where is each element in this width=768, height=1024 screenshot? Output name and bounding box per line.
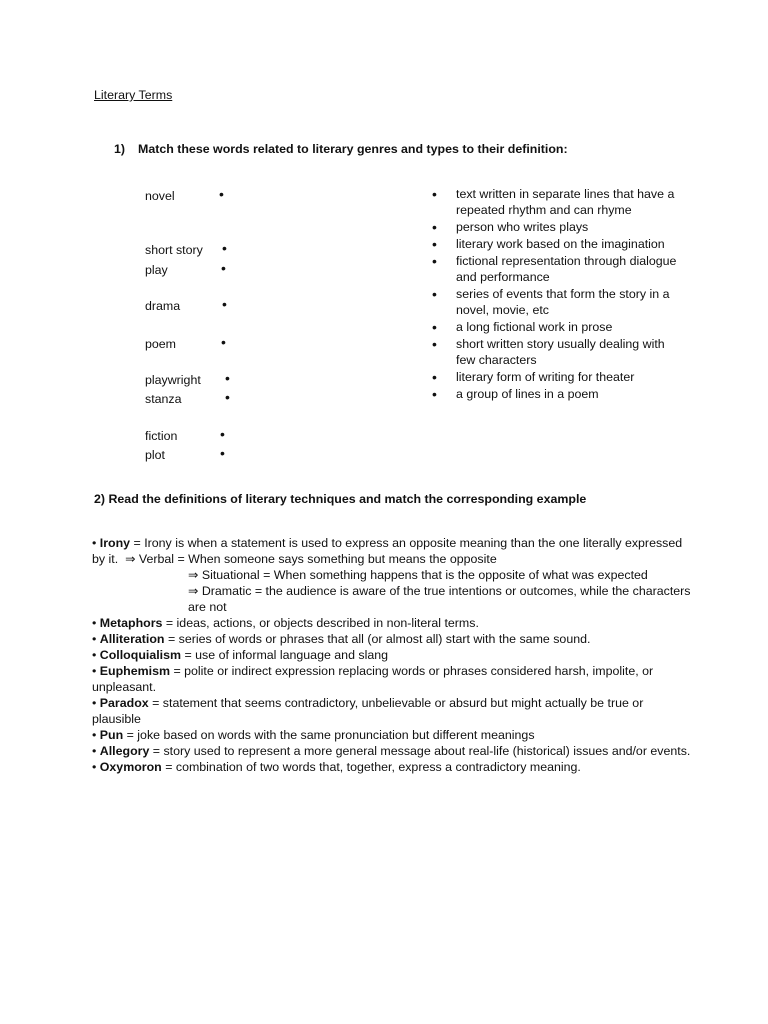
techniques-list — [92, 535, 692, 775]
word-item: play — [145, 263, 168, 277]
definition-item: • series of events that form the story in a novel, movie, etc — [432, 286, 682, 318]
word-item: stanza — [145, 392, 182, 406]
irony-dramatic: ⇒ Dramatic = the audience is aware of the true intentions or outcomes, while the characters are not — [188, 584, 691, 614]
technique-term: Euphemism — [99, 664, 171, 678]
word-item: novel — [145, 189, 175, 203]
definition-item: • short written story usually dealing with few characters — [432, 336, 682, 368]
technique-definition: = ideas, actions, or objects described in non-literal terms. — [162, 616, 479, 630]
technique-term: Metaphors — [99, 616, 163, 630]
definition-list — [432, 186, 682, 403]
technique-definition: = joke based on words with the same pronunciation but different meanings — [123, 728, 535, 742]
bullet-icon: • — [225, 370, 230, 386]
technique-definition: = use of informal language and slang — [181, 648, 389, 662]
bullet-icon: • — [222, 240, 227, 256]
technique-item: • Pun = joke based on words with the same pronunciation but different meanings — [92, 728, 535, 742]
technique-term: Oxymoron — [99, 760, 162, 774]
word-item: plot — [145, 448, 165, 462]
bullet-icon: • — [220, 445, 225, 461]
definition-item: • a group of lines in a poem — [432, 386, 682, 402]
technique-definition: = polite or indirect expression replacing words or phrases considered harsh, impolite, or unpleasant. — [92, 664, 654, 694]
technique-term: Allegory — [99, 744, 150, 758]
technique-definition: = combination of two words that, together, express a contradictory meaning. — [161, 760, 581, 774]
technique-definition: = statement that seems contradictory, unbelievable or absurd but might actually be true or plausible — [92, 696, 644, 726]
question-1-text: Match these words related to literary genres and types to their definition: — [138, 142, 568, 156]
word-item: drama — [145, 299, 181, 313]
bullet-icon: • — [225, 389, 230, 405]
definition-item: • literary form of writing for theater — [432, 369, 682, 385]
question-1-instruction — [114, 141, 568, 157]
bullet-icon: • — [220, 426, 225, 442]
technique-term: Pun — [99, 728, 124, 742]
technique-item: • Oxymoron = combination of two words that, together, express a contradictory meaning. — [92, 760, 581, 774]
definition-item: • fictional representation through dialogue and performance — [432, 253, 682, 285]
irony-situational: ⇒ Situational = When something happens that is the opposite of what was expected — [188, 568, 648, 582]
technique-term: Paradox — [99, 696, 149, 710]
technique-item: • Paradox = statement that seems contradictory, unbelievable or absurd but might actually be true or plausible — [92, 696, 644, 726]
question-2-instruction: 2) Read the definitions of literary techniques and match the corresponding example — [94, 492, 587, 506]
irony-verbal: ⇒ Verbal = When someone says something but means the opposite — [125, 552, 497, 566]
technique-definition: = Irony is when a statement is used to express an opposite meaning than the one literally expressed by it. — [92, 536, 683, 566]
bullet-icon: • — [221, 260, 226, 276]
technique-term: Alliteration — [99, 632, 165, 646]
definition-item: • literary work based on the imagination — [432, 236, 682, 252]
technique-definition: = story used to represent a more general message about real-life (historical) issues and/or events. — [149, 744, 691, 758]
technique-definition: = series of words or phrases that all (or almost all) start with the same sound. — [164, 632, 591, 646]
word-item: short story — [145, 243, 203, 257]
bullet-icon: • — [221, 334, 226, 350]
technique-item: • Euphemism = polite or indirect expression replacing words or phrases considered harsh, impolite, or unpleasant. — [92, 664, 654, 694]
technique-item: • Alliteration = series of words or phrases that all (or almost all) start with the same sound. — [92, 632, 591, 646]
definition-item: • a long fictional work in prose — [432, 319, 682, 335]
bullet-icon: • — [222, 296, 227, 312]
technique-item: • Allegory = story used to represent a more general message about real-life (historical) issues and/or events. — [92, 744, 691, 758]
technique-item: • Colloquialism = use of informal language and slang — [92, 648, 389, 662]
word-item: playwright — [145, 373, 201, 387]
technique-item: • Metaphors = ideas, actions, or objects described in non-literal terms. — [92, 616, 479, 630]
question-1-number: 1) — [114, 142, 126, 156]
definition-item: • person who writes plays — [432, 219, 682, 235]
technique-term: Colloquialism — [99, 648, 182, 662]
technique-term: Irony — [99, 536, 131, 550]
bullet-icon: • — [219, 186, 224, 202]
page-title: Literary Terms — [94, 88, 173, 102]
technique-irony: • Irony = Irony is when a statement is used to express an opposite meaning than the one literally expressed by it. ⇒ Verbal = When someone says something but means the opposite — [92, 536, 683, 566]
word-item: fiction — [145, 429, 178, 443]
word-item: poem — [145, 337, 176, 351]
definition-item: • text written in separate lines that have a repeated rhythm and can rhyme — [432, 186, 682, 218]
